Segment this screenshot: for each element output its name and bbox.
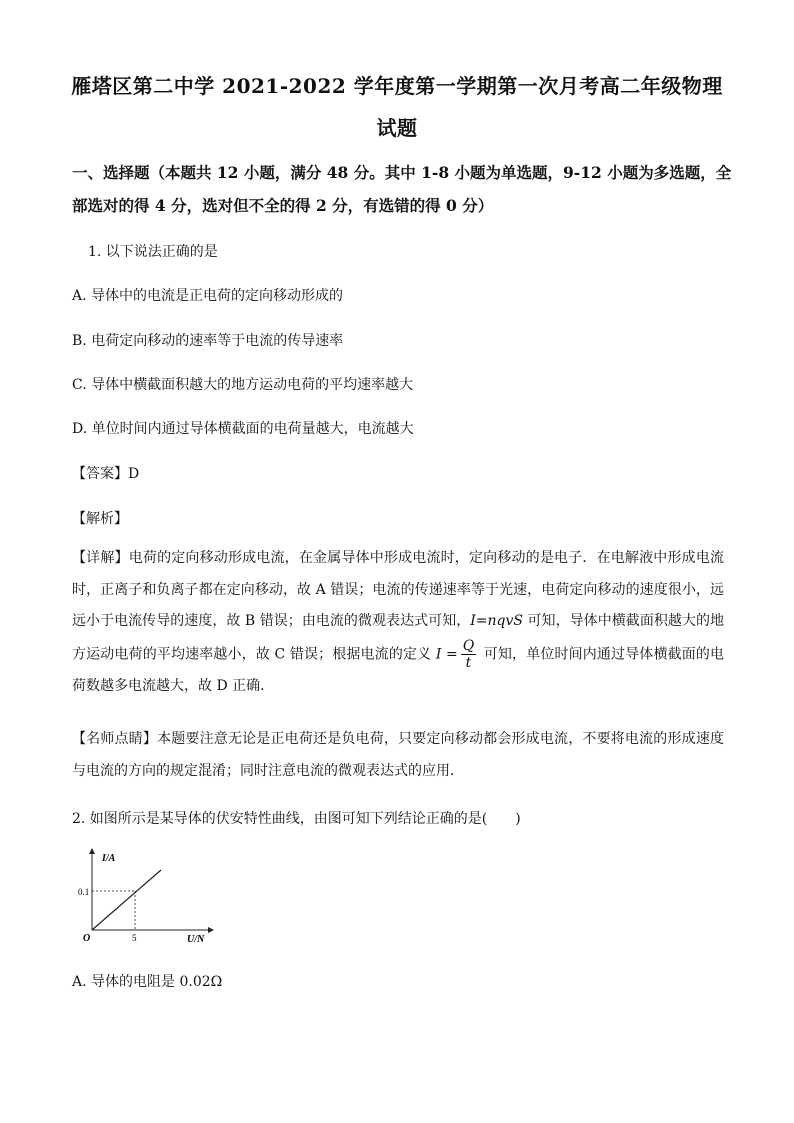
- option-a: A. 导体中的电流是正电荷的定向移动形成的: [72, 288, 344, 304]
- detailed-explanation: [72, 543, 724, 702]
- current-definition-lhs: I =: [435, 646, 458, 662]
- explanation-text-2: 可知，导体中横截面积越大的地方运动电荷的平均速率越小，故 C 错误；根据电流的定义: [72, 613, 725, 662]
- y-axis-arrow: [89, 848, 95, 854]
- micro-current-formula: I=nqvS: [470, 613, 524, 629]
- section-heading: 一、选择题（本题共 12 小题，满分 48 分。其中 1-8 小题为单选题，9-12 小题为多选题，全部选对的得 4 分，选对但不全的得 2 分，有选错的得 0 分）: [72, 163, 732, 215]
- iv-line: [92, 870, 161, 930]
- analysis-label: 【解析】: [72, 511, 128, 527]
- answer: 【答案】D: [72, 466, 140, 482]
- question-1-stem: 1. 以下说法正确的是: [88, 244, 218, 260]
- fraction-numerator: Q: [462, 637, 475, 654]
- x-tick-label: 5: [132, 933, 137, 943]
- fraction-denominator: t: [465, 654, 472, 671]
- page-title-continued: 试题: [376, 116, 418, 140]
- option-d: D. 单位时间内通过导体横截面的电荷量越大，电流越大: [72, 421, 414, 437]
- x-axis-arrow: [208, 927, 214, 933]
- x-axis-label: U/N: [187, 934, 205, 945]
- current-definition-fraction: [461, 638, 476, 671]
- option-c: C. 导体中横截面积越大的地方运动电荷的平均速率越大: [72, 377, 414, 393]
- question-2-option-a: A. 导体的电阻是 0.02Ω: [72, 974, 223, 990]
- explanation-text-1: 【详解】电荷的定向移动形成电流，在金属导体中形成电流时，定向移动的是电子．在电解液中形成电流时，正离子和负离子都在定向移动，故 A 错误；电流的传递速率等于光速，电荷定向移动的速度很小，远远小于电流传导的速度，故 B 错误；由电流的微观表达式可知，: [72, 550, 724, 629]
- question-2-stem: 2. 如图所示是某导体的伏安特性曲线，由图可知下列结论正确的是( ): [72, 811, 521, 827]
- y-tick-label: 0.1: [78, 887, 90, 897]
- teacher-tips: 【名师点睛】本题要注意无论是正电荷还是负电荷，只要定向移动都会形成电流，不要将电流的形成速度与电流的方向的规定混淆；同时注意电流的微观表达式的应用．: [72, 731, 724, 779]
- explanation-text-3: 可知，单位时间内通过导体横截面的电荷数越多电流越大，故 D 正确．: [72, 646, 725, 694]
- option-b: B. 电荷定向移动的速率等于电流的传导速率: [72, 333, 344, 349]
- page-title: 雁塔区第二中学 2021-2022 学年度第一学期第一次月考高二年级物理: [71, 74, 723, 98]
- origin-label: O: [83, 933, 91, 944]
- y-axis-label: I/A: [102, 853, 116, 864]
- iv-characteristic-graph: [78, 842, 218, 947]
